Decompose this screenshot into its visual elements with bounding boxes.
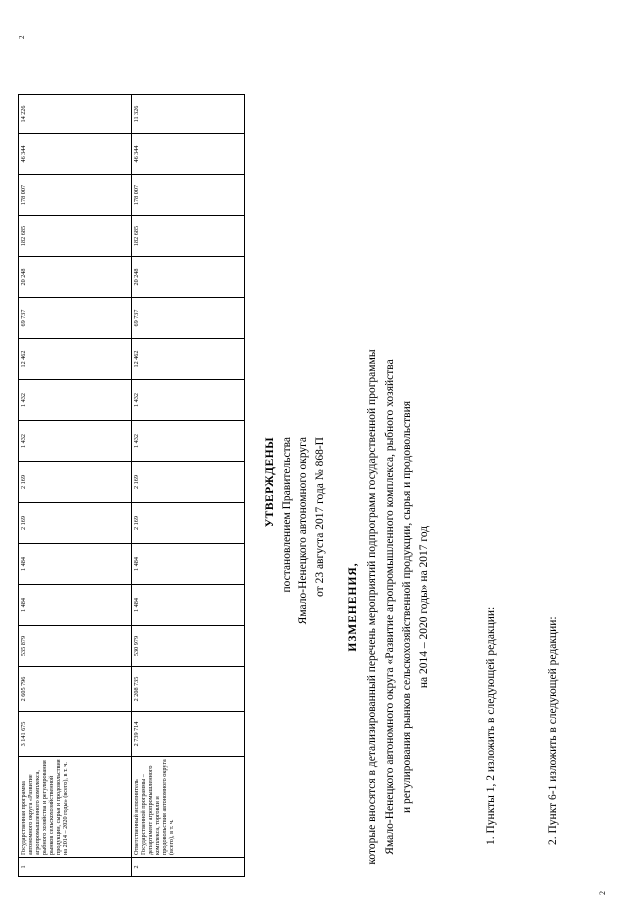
- row-value: 1 484: [19, 585, 132, 626]
- row-name: Государственная программа автономного округа «Развитие агропромышленного комплекса, рыбного хозяйства и регулирования рынков сельскохозяйственной продукции, сырья и продовольствия на 2014 – 2020 годы» (всего), в т. ч.: [19, 757, 132, 858]
- approval-line-1: постановлением Правительства: [280, 437, 293, 593]
- row-value: 2 169: [19, 503, 132, 544]
- row-value: 20 248: [19, 257, 132, 298]
- row-number: 1: [19, 858, 132, 877]
- approval-line-2: Ямало-Ненецкого автономного округа: [297, 437, 310, 625]
- document-title-line-2: Ямало-Ненецкого автономного округа «Развитие агропромышленного комплекса, рыбного хозяйства: [383, 359, 396, 855]
- row-value: 2 169: [132, 462, 245, 503]
- table-row: [19, 95, 132, 877]
- row-value: 69 737: [19, 298, 132, 339]
- row-value: 535 879: [19, 626, 132, 667]
- page-marker-right: 2: [18, 35, 26, 39]
- row-value: 182 685: [132, 216, 245, 257]
- paragraph-2: 2. Пункт 6-1 изложить в следующей редакции:: [547, 616, 559, 845]
- row-value: 1 432: [19, 380, 132, 421]
- changes-table: [18, 94, 245, 877]
- row-value: 2 605 796: [19, 667, 132, 712]
- row-value: 1 432: [19, 421, 132, 462]
- row-value: 2 169: [19, 462, 132, 503]
- row-value: 3 141 675: [19, 712, 132, 757]
- row-value: 178 007: [19, 175, 132, 216]
- row-value: 2 208 735: [132, 667, 245, 712]
- row-name: Ответственный исполнитель Государственной программы – департамент агропромышленного комплекса, торговли и продовольствия автономного округа (всего), в т. ч.: [132, 757, 245, 858]
- row-value: 12 462: [19, 339, 132, 380]
- row-value: 20 248: [132, 257, 245, 298]
- row-value: 46 344: [19, 134, 132, 175]
- approval-title: УТВЕРЖДЕНЫ: [264, 437, 276, 528]
- row-value: 1 432: [132, 380, 245, 421]
- row-value: 14 226: [19, 95, 132, 134]
- row-value: 69 737: [132, 298, 245, 339]
- row-value: 1 432: [132, 421, 245, 462]
- row-value: 46 344: [132, 134, 245, 175]
- document-title-line-3: и регулирования рынков сельскохозяйственной продукции, сырья и продовольствия: [400, 400, 413, 814]
- row-value: 1 484: [132, 585, 245, 626]
- row-value: 11 326: [132, 95, 245, 134]
- row-value: 182 685: [19, 216, 132, 257]
- row-number: 2: [132, 858, 245, 877]
- approval-line-3: от 23 августа 2017 года № 868-П: [314, 437, 327, 597]
- document-title-heading: ИЗМЕНЕНИЯ,: [347, 562, 359, 652]
- row-value: 530 979: [132, 626, 245, 667]
- row-value: 12 462: [132, 339, 245, 380]
- paragraph-1: 1. Пункты 1, 2 изложить в следующей редакции:: [485, 606, 497, 845]
- row-value: 1 484: [19, 544, 132, 585]
- row-value: 1 484: [132, 544, 245, 585]
- row-value: 178 007: [132, 175, 245, 216]
- document-title-line-4: на 2014 – 2020 годы» на 2017 год: [418, 525, 430, 689]
- document-title-line-1: которые вносятся в детализированный перечень мероприятий подпрограмм государственной программы: [366, 349, 379, 865]
- row-value: 2 169: [132, 503, 245, 544]
- table-row: [132, 95, 245, 877]
- row-value: 2 739 714: [132, 712, 245, 757]
- page-marker-left: 2: [598, 891, 607, 895]
